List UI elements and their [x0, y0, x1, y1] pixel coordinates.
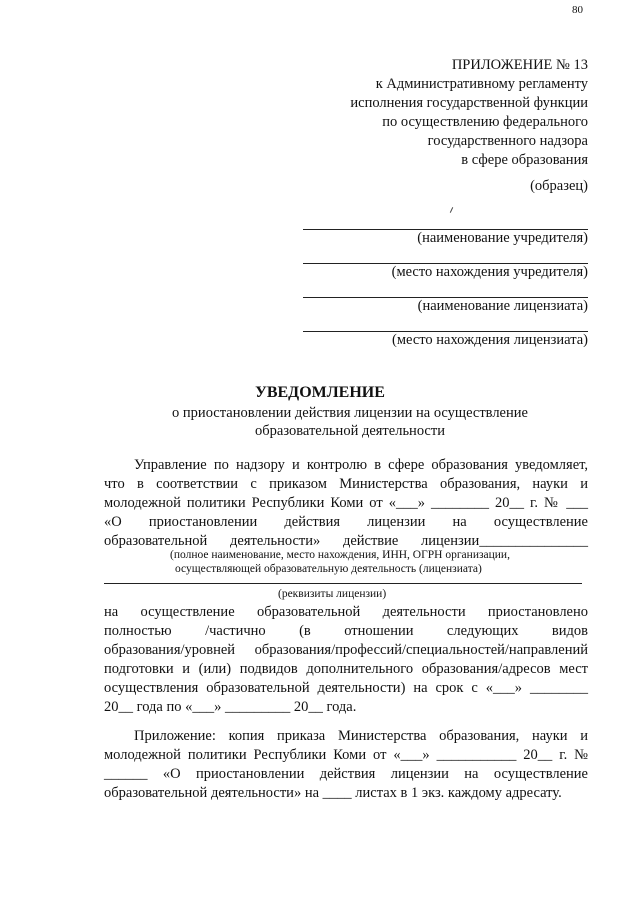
header-line: ПРИЛОЖЕНИЕ № 13 — [451, 57, 588, 73]
text-line: молодежной политики Республики Коми от «___» ___________ 20__ г. № — [104, 747, 588, 763]
licensee-details-caption: (полное наименование, место нахождения, ИНН, ОГРН организации, — [170, 549, 510, 561]
header-line: к Административному регламенту — [375, 76, 588, 92]
text-line: 20__ года по «___» _________ 20__ года. — [104, 699, 357, 715]
license-details-caption: (реквизиты лицензии) — [278, 588, 387, 600]
text-line: ______ «О приостановлении действия лицензии на осуществление — [104, 766, 588, 782]
notice-paragraph — [104, 456, 588, 551]
page-number: 80 — [572, 4, 583, 16]
text-line: «О приостановлении действия лицензии на осуществление — [104, 514, 588, 530]
founder-name-caption: (наименование учредителя) — [417, 230, 588, 246]
text-line: подготовки и (или) подвидов дополнительного образования/адресов мест — [104, 661, 588, 677]
header-line: исполнения государственной функции — [350, 95, 588, 111]
text-line: молодежной политики Республики Коми от «___» ________ 20__ г. № ___ — [104, 495, 588, 511]
header-line: в сфере образования — [461, 152, 588, 168]
appendix-header — [350, 56, 588, 170]
header-line: государственного надзора — [427, 133, 588, 149]
text-line: полностью /частично (в отношении следующих видов — [104, 623, 588, 639]
licensee-location-caption: (место нахождения лицензиата) — [392, 332, 588, 348]
license-details-line — [104, 583, 582, 584]
stray-mark — [450, 207, 453, 213]
text-line: образовательной деятельности» на ____ листах в 1 экз. каждому адресату. — [104, 785, 562, 801]
sample-label: (образец) — [530, 178, 588, 194]
appendix-paragraph — [104, 727, 588, 803]
founder-location-caption: (место нахождения учредителя) — [391, 264, 588, 280]
text-line: образования/уровней образования/профессий/специальностей/направлений — [104, 642, 588, 658]
text-line: осуществления образовательной деятельности) на срок с «___» ________ — [104, 680, 588, 696]
text-line: на осуществление образовательной деятельности приостановлено — [104, 604, 588, 620]
document-title: УВЕДОМЛЕНИЕ — [255, 384, 385, 401]
header-line: по осуществлению федерального — [382, 114, 588, 130]
suspension-paragraph — [104, 603, 588, 717]
text-line: образовательной деятельности» действие лицензии_______________ — [104, 533, 588, 549]
text-line: что в соответствии с приказом Министерства образования, науки и — [104, 476, 588, 492]
licensee-details-caption: осуществляющей образовательную деятельность (лицензиата) — [175, 563, 482, 575]
text-line: Приложение: копия приказа Министерства образования, науки и — [134, 728, 588, 744]
text-line: Управление по надзору и контролю в сфере образования уведомляет, — [134, 457, 588, 473]
document-subtitle: о приостановлении действия лицензии на осуществление образовательной деятельности — [172, 405, 528, 439]
licensee-name-caption: (наименование лицензиата) — [417, 298, 588, 314]
